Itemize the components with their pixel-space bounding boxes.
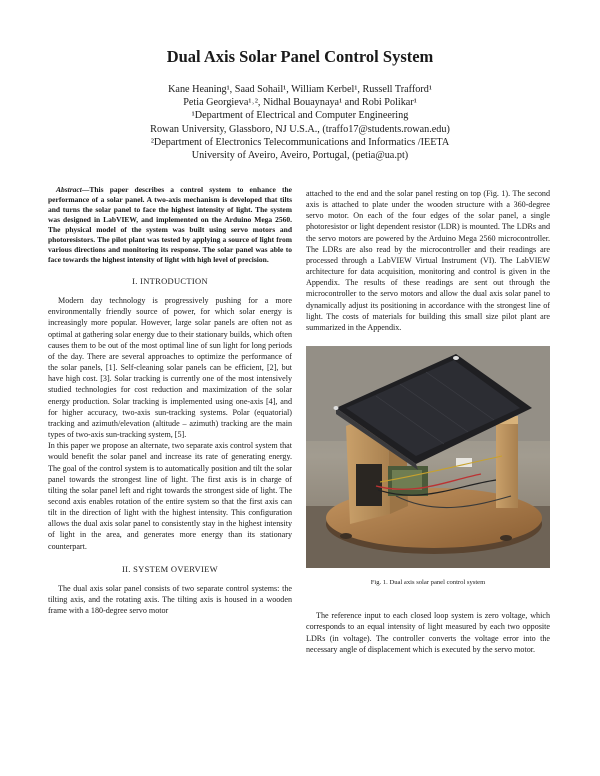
solar-panel-rig-illustration <box>306 346 550 568</box>
paper-title: Dual Axis Solar Panel Control System <box>166 47 434 66</box>
affiliation-1-dept: ¹Department of Electrical and Computer Engineering <box>191 110 409 122</box>
reference-input-paragraph: The reference input to each closed loop system is zero voltage, which corresponds to an equal intensity of light measured by each two opposite LDRs (in voltage). The controller converts the voltage error into the necessary angle of displacement which is executed by the servo motor. <box>306 611 550 654</box>
section-heading-introduction: I. INTRODUCTION <box>132 276 208 286</box>
figure-1-photo <box>306 346 550 568</box>
overview-paragraph-continued: attached to the end and the solar panel resting on top (Fig. 1). The second axis is attached to plate under the wooden structure with a 360-degree servo motor. On each of the four edges of the solar panel, a single photoresistor or light dependent resistor (LDR) is mounted. The LDRs and the servo motors are powered by the Arduino Mega 2560 microcontroller. The LDRs are also read by the microcontroller and their readings are processed through a LabVIEW Virtual Instrument (VI). The LabVIEW architecture for data acquisition, monitoring and control is given in the Appendix. The results of these readings are sent out through the microcontroller to the servo motors and allow the dual axis solar panel to dynamically adjust its positioning in accordance with the strongest line of light. The costs of materials for building this small size pilot plant are summarized in the Appendix. <box>306 189 550 332</box>
author-block <box>40 83 560 162</box>
right-column <box>306 188 550 655</box>
intro-paragraph-2: In this paper we propose an alternate, two separate axis control system that would benefit the solar panel and increase its rate of generating energy. The goal of the control system is to automatically position and tilt the solar panel towards the strongest line of light. The first axis is in charge of tilting the solar panel left and right towards the strongest side of light. The second axis enables rotation of the entire system so that the first axis can tilt in the direction of light with the highest intensity. This configuration allows the dual axis solar panel to consistently stay in the highest intensity of light in the area, and generates more energy than its stationary counterpart. <box>48 441 292 551</box>
affiliation-1-univ: Rowan University, Glassboro, NJ U.S.A., (traffo17@students.rowan.edu) <box>150 123 450 135</box>
figure-1-caption: Fig. 1. Dual axis solar panel control system <box>370 579 486 587</box>
affiliation-2-dept: ²Department of Electronics Telecommunications and Informatics /IEETA <box>150 136 450 148</box>
left-column <box>48 185 292 616</box>
overview-paragraph-1: The dual axis solar panel consists of two separate control systems: the tilting axis, and the rotating axis. The tilting axis is housed in a wooden frame with a 180-degree servo motor <box>48 583 292 616</box>
abstract <box>48 185 292 265</box>
author-line-1: Kane Heaning¹, Saad Sohail¹, William Kerbel¹, Russell Trafford¹ <box>168 84 432 95</box>
section-heading-system-overview: II. SYSTEM OVERVIEW <box>122 563 218 574</box>
abstract-text: This paper describes a control system to enhance the performance of a solar panel. A two-axis mechanism is developed that tilts and turns the solar panel to face the highest intensity of light. The system was designed in LabVIEW, and implemented on the Arduino Mega 2560. The physical model of the system was built using servo motors and photoresistors. The pilot plant was tested by applying a source of light from various directions and monitoring its response. The solar panel was able to face towards the highest intensity of light with high level of precision. <box>48 185 292 264</box>
affiliation-2-univ: University of Aveiro, Aveiro, Portugal, (petia@ua.pt) <box>191 150 409 162</box>
intro-paragraph-1: Modern day technology is progressively pushing for a more environmentally friendly source of power, for which solar energy is increasingly more popular. However, large solar panels are often not as optimal at gathering solar energy due to their stationary builds, which often causes them to be out of the most optimal line of sun light for long periods of the day. There are several approaches to optimize the performance of the solar panels, [1]. Self-cleaning solar panels can be efficient, [2], but have high cost. [3]. Solar tracking is currently one of the most intensively studied technologies for cost reduction and maximization of the solar energy production. Solar tracking is implemented using one-axis [4], and for higher accuracy, two-axis sun-tracking systems. Polar (equatorial) tracking and azimuth/elevation (altitude – azimuth) tracking are the main types of two-axis sun-tracking system, [5]. <box>48 296 292 440</box>
author-line-2: Petia Georgieva¹˒², Nidhal Bouaynaya¹ and Robi Polikar¹ <box>183 97 417 109</box>
abstract-label: Abstract— <box>56 185 90 194</box>
